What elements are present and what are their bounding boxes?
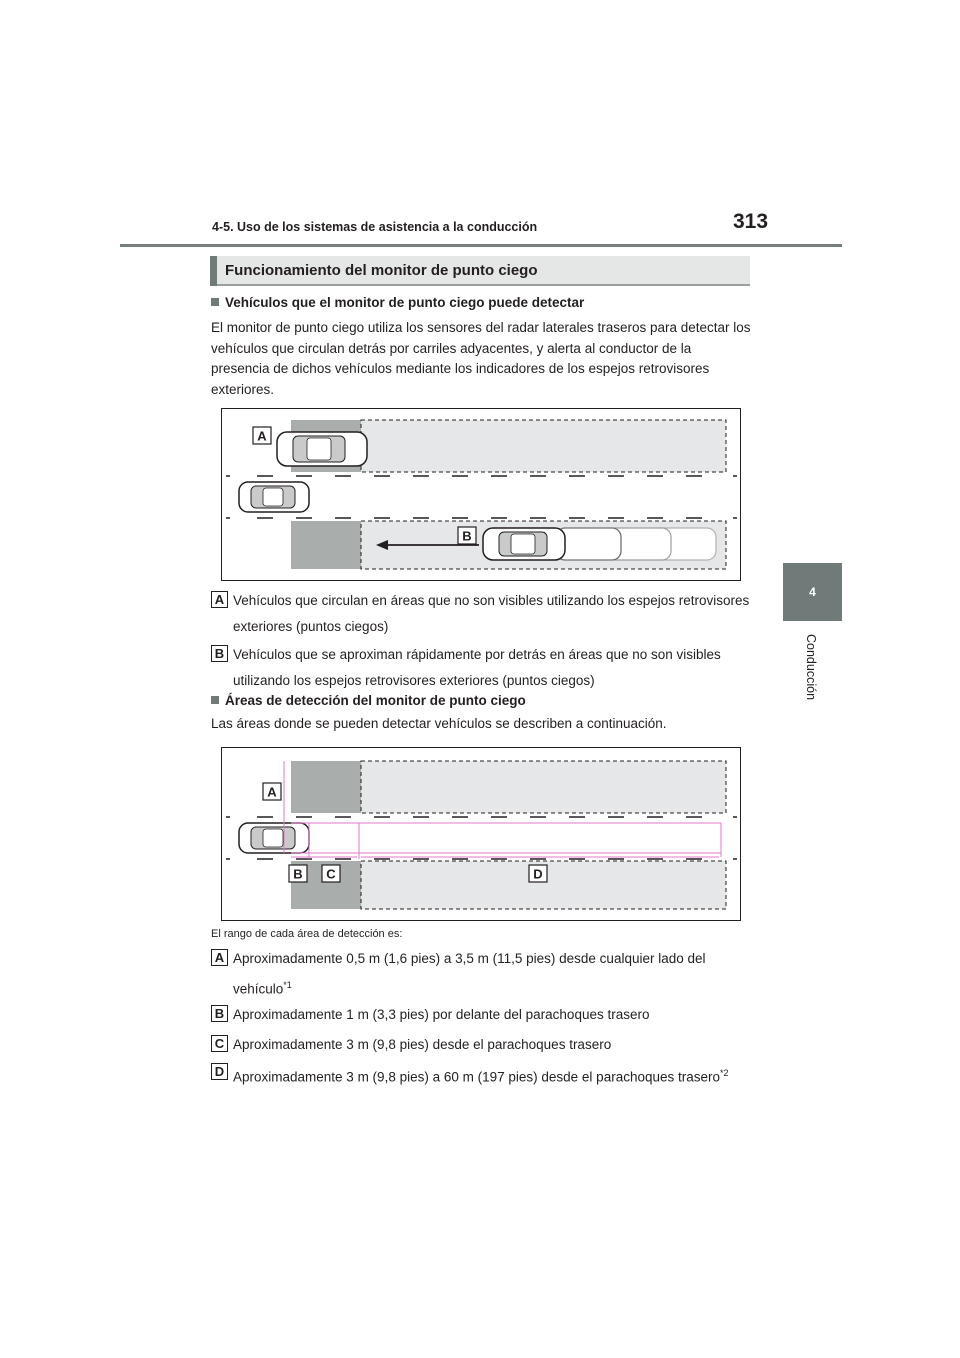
zone-top-far — [361, 420, 726, 472]
item-text: Vehículos que circulan en áreas que no son visibles utilizando los espejos retrovisores exteriores (puntos ciegos) — [233, 593, 750, 634]
item-text: Vehículos que se aproximan rápidamente por detrás en áreas que no son visibles utilizando los espejos retrovisores exteriores (puntos ciegos) — [233, 647, 721, 688]
item-letter-badge: A — [211, 591, 228, 608]
footnote-ref[interactable]: *1 — [283, 980, 292, 990]
figure-1-label-b: B — [462, 528, 472, 544]
chapter-label: Conducción — [804, 634, 818, 701]
item-letter-badge: D — [211, 1063, 228, 1080]
figure-2-label-d: D — [533, 866, 543, 882]
figure-2-label-c: C — [326, 866, 336, 882]
item-text-body: Aproximadamente 3 m (9,8 pies) a 60 m (197 pies) desde el parachoques trasero — [233, 1069, 721, 1085]
zone-top-near — [291, 761, 361, 813]
subsection-heading-2 — [211, 693, 526, 708]
paragraph-1: El monitor de punto ciego utiliza los sensores del radar laterales traseros para detectar los vehículos que circulan detrás por carriles adyacentes, y alerta al conductor de la presencia de dichos vehículos mediante los indicadores de los espejos retrovisores exteriores. — [211, 320, 751, 397]
title-accent — [210, 256, 217, 286]
section-title: Funcionamiento del monitor de punto ciego — [225, 262, 538, 279]
approaching-car — [483, 528, 565, 560]
subsection-heading-2-text: Áreas de detección del monitor de punto ciego — [225, 693, 526, 708]
figure-2-label-b: B — [293, 866, 303, 882]
zone-bottom-near — [291, 521, 361, 569]
page-number: 313 — [733, 210, 769, 233]
approaching-car-trail — [556, 528, 716, 560]
range-intro: El rango de cada área de detección es: — [211, 928, 403, 940]
detection-figure-2 — [221, 747, 741, 921]
zone-top-far — [361, 761, 726, 813]
item-letter-badge: A — [211, 949, 228, 966]
item-letter-badge: B — [211, 645, 228, 662]
square-bullet-icon — [211, 696, 219, 704]
paragraph-2: Las áreas donde se pueden detectar vehículos se describen a continuación. — [211, 716, 667, 731]
host-car — [239, 482, 309, 512]
item-text: Aproximadamente 1 m (3,3 pies) por delante del parachoques trasero — [233, 1007, 650, 1022]
item-text — [233, 946, 753, 1003]
item-text: Aproximadamente 3 m (9,8 pies) desde el parachoques trasero — [233, 1037, 612, 1052]
item-letter-badge: B — [211, 1005, 228, 1022]
detection-figure-1 — [221, 408, 741, 581]
subsection-heading-1 — [211, 295, 584, 310]
item-text-body: Aproximadamente 0,5 m (1,6 pies) a 3,5 m (11,5 pies) desde cualquier lado del vehículo — [233, 951, 706, 997]
square-bullet-icon — [211, 298, 219, 306]
footnote-ref[interactable]: *2 — [720, 1068, 729, 1078]
figure-2-label-a: A — [267, 784, 277, 800]
item-letter-badge: C — [211, 1035, 228, 1052]
section-title-bar — [210, 256, 750, 286]
subsection-heading-1-text: Vehículos que el monitor de punto ciego puede detectar — [225, 295, 585, 310]
host-car — [239, 823, 309, 853]
car-top-lane — [277, 432, 367, 466]
item-text — [233, 1060, 753, 1091]
running-header: 4-5. Uso de los sistemas de asistencia a la conducción — [212, 220, 538, 234]
header-rule — [120, 244, 842, 247]
chapter-tab[interactable]: 4 — [783, 563, 842, 621]
figure-1-label-a: A — [257, 428, 267, 444]
